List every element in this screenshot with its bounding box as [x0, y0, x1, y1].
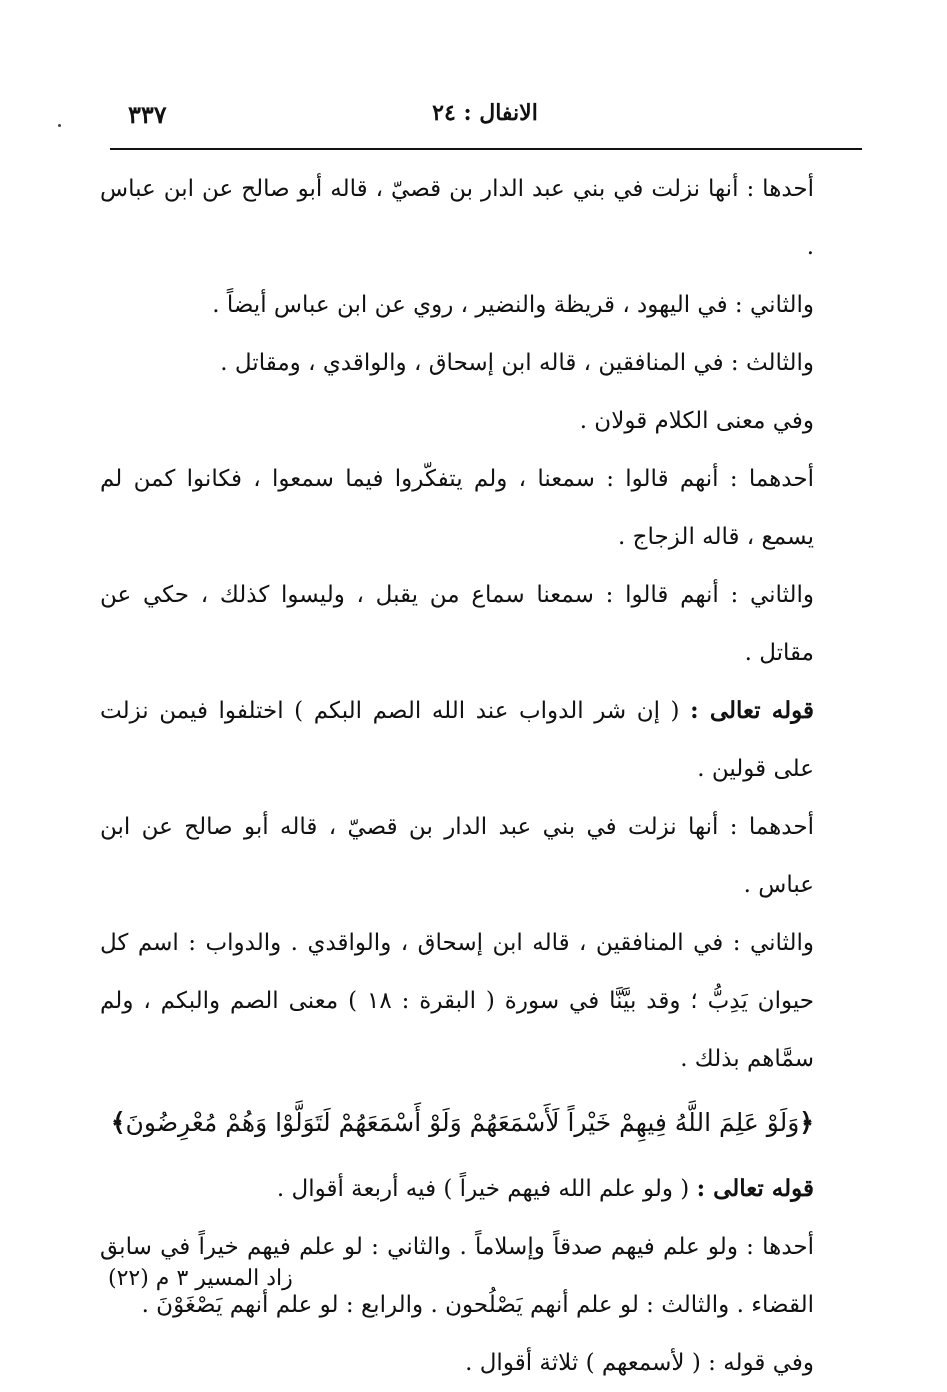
paragraph-text: والثاني : في اليهود ، قريظة والنضير ، روي عن ابن عباس أيضاً .: [212, 292, 814, 318]
paragraph-lead: قوله تعالى :: [696, 1175, 814, 1202]
paragraph-text: أحدهما : أنهم قالوا : سمعنا ، ولم يتفكّروا فيما سمعوا ، فكانوا كمن لم يسمع ، قاله الزجاج .: [100, 466, 814, 550]
paragraph: [100, 1334, 848, 1392]
paragraph-text: أحدها : أنها نزلت في بني عبد الدار بن قصيّ ، قاله أبو صالح عن ابن عباس .: [100, 176, 814, 260]
signature-footer: زاد المسير ٣ م (٢٢): [108, 1266, 293, 1291]
verse-text: وَلَوْ عَلِمَ اللَّهُ فِيهِمْ خَيْراً لَأَسْمَعَهُمْ وَلَوْ أَسْمَعَهُمْ لَتَوَلَّوْا وَهُمْ مُعْرِضُونَ: [125, 1108, 800, 1137]
paragraph: [100, 798, 848, 914]
page-number: ٣٣٧: [128, 100, 167, 129]
paragraph-text: أحدها : ولو علم فيهم صدقاً وإسلاماً . والثاني : لو علم فيهم خيراً في سابق القضاء . والثالث : لو علم أنهم يَصْلُحون . والرابع : لو علم أنهم يَصْغَوْنَ .: [100, 1234, 814, 1318]
margin-mark: [58, 124, 61, 127]
paragraph-text: وفي قوله : ( لأسمعهم ) ثلاثة أقوال .: [465, 1350, 814, 1376]
verse-open-bracket: ﴿: [799, 1108, 814, 1137]
quran-verse: [100, 1088, 848, 1160]
running-header: [110, 100, 860, 140]
paragraph-text: ( إن شر الدواب عند الله الصم البكم ) اختلفوا فيمن نزلت على قولين .: [100, 698, 814, 782]
paragraph-lead: قوله تعالى :: [690, 697, 814, 724]
paragraph: [100, 914, 848, 1088]
paragraph-text: والثاني : في المنافقين ، قاله ابن إسحاق ، والواقدي . والدواب : اسم كل حيوان يَدِبُّ ؛ وقد بيَّنَّا في سورة ( البقرة : ١٨ ) معنى الصم والبكم ، ولم سمَّاهم بذلك .: [100, 930, 814, 1072]
paragraph: [100, 566, 848, 682]
verse-close-bracket: ﴾: [110, 1108, 126, 1137]
paragraph: [100, 334, 848, 392]
header-rule: [110, 148, 862, 150]
paragraph-text: ( ولو علم الله فيهم خيراً ) فيه أربعة أقوال .: [276, 1176, 697, 1202]
paragraph: [100, 160, 848, 276]
paragraph: [100, 450, 848, 566]
paragraph-text: وفي معنى الكلام قولان .: [579, 408, 814, 434]
paragraph: [100, 1160, 848, 1218]
paragraph: [100, 392, 848, 450]
paragraph-text: والثالث : في المنافقين ، قاله ابن إسحاق ، والواقدي ، ومقاتل .: [220, 350, 814, 376]
paragraph-text: والثاني : أنهم قالوا : سمعنا سماع من يقبل ، وليسوا كذلك ، حكي عن مقاتل .: [100, 582, 814, 666]
paragraph: [100, 682, 848, 798]
paragraph: [100, 276, 848, 334]
paragraph-text: أحدهما : أنها نزلت في بني عبد الدار بن قصيّ ، قاله أبو صالح عن ابن عباس .: [100, 814, 814, 898]
page-body: [100, 160, 848, 1392]
chapter-title: الانفال : ٢٤: [432, 100, 538, 126]
